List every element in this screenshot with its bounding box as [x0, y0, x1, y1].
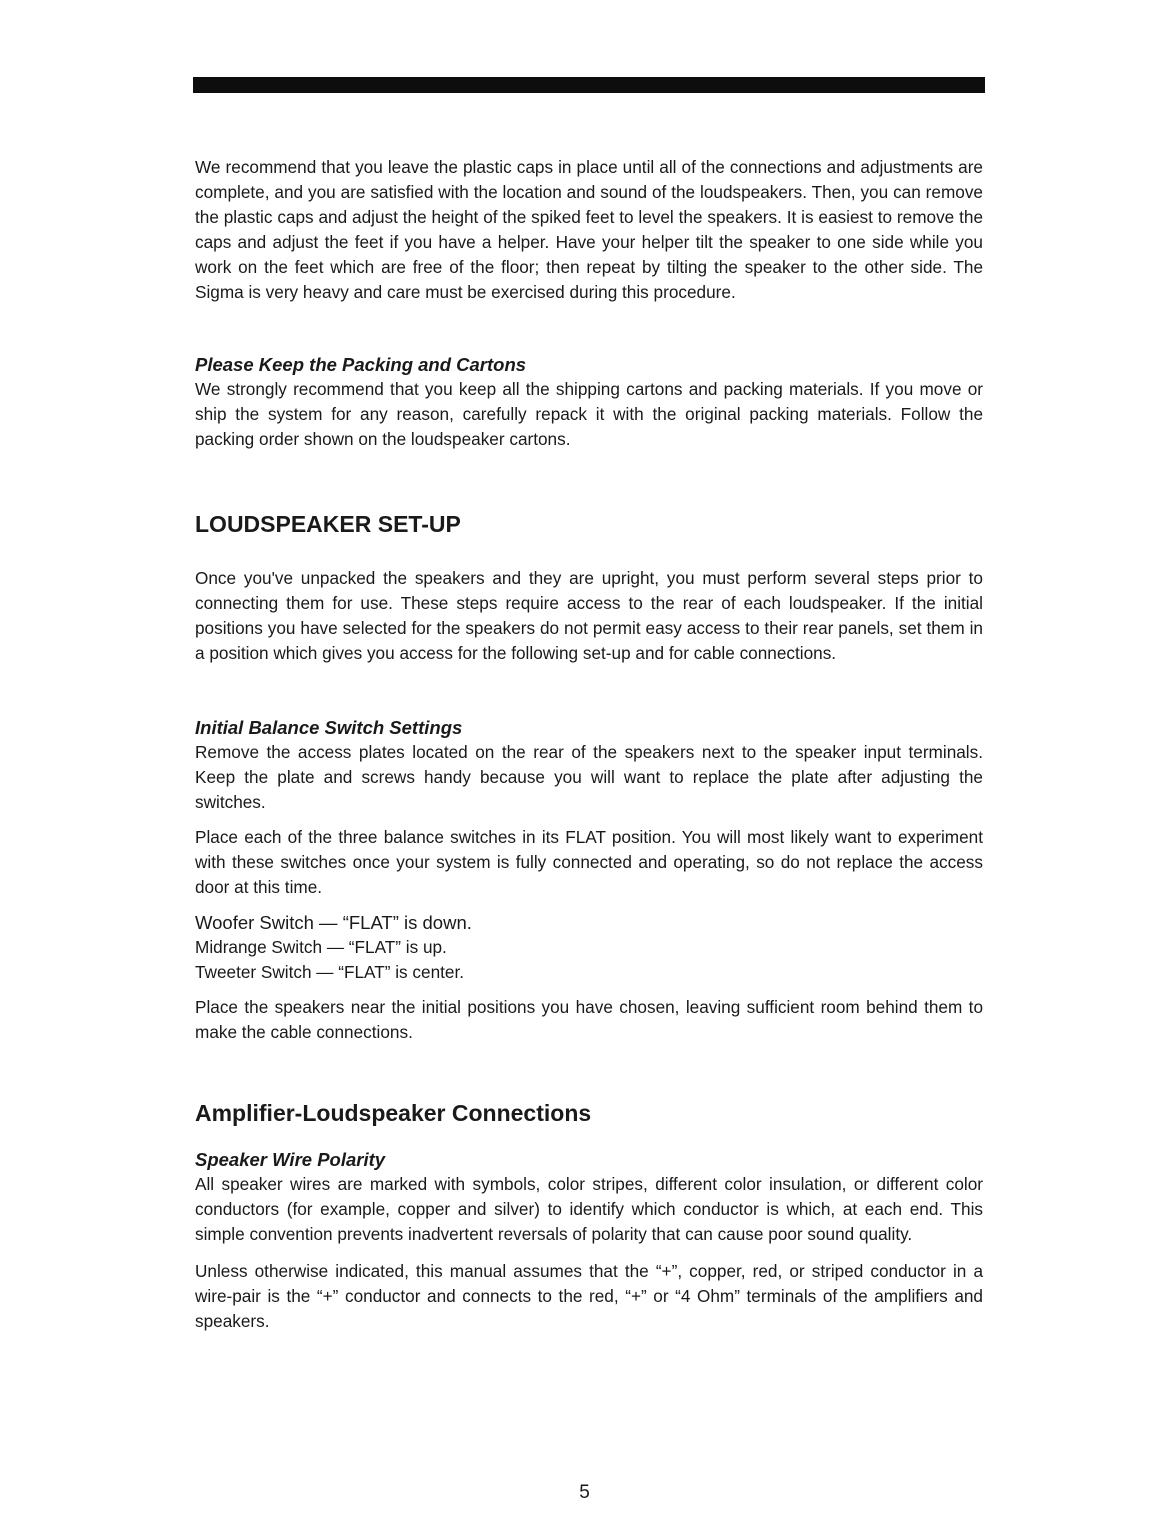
connections-section — [195, 1099, 983, 1334]
intro-paragraph: We recommend that you leave the plastic caps in place until all of the connections and adjustments are complete, and you are satisfied with the location and sound of the loudspeakers. Then, you can remove the plastic caps and adjust the height of the spiked feet to level the speakers. It is easiest to remove the caps and adjust the feet if you have a helper. Have your helper tilt the speaker to one side while you work on the feet which are free of the floor; then repeat by tilting the speaker to the other side. The Sigma is very heavy and care must be exercised during this procedure. — [195, 157, 983, 302]
packing-heading: Please Keep the Packing and Cartons — [195, 354, 527, 375]
polarity-p2: Unless otherwise indicated, this manual assumes that the “+”, copper, red, or striped conductor in a wire-pair is the “+” conductor and connects to the red, “+” or “4 Ohm” terminals of the amplifiers and speakers. — [195, 1261, 983, 1331]
balance-p2: Place each of the three balance switches in its FLAT position. You will most likely want to experiment with these switches once your system is fully connected and operating, so do not replace the access door at this time. — [195, 827, 983, 897]
balance-heading: Initial Balance Switch Settings — [195, 717, 463, 738]
setup-section — [195, 510, 983, 666]
balance-section — [195, 715, 983, 1045]
page-number: 5 — [579, 1482, 590, 1503]
balance-p3: Place the speakers near the initial positions you have chosen, leaving sufficient room behind them to make the cable connections. — [195, 997, 983, 1042]
packing-section — [195, 352, 983, 452]
setup-text: Once you've unpacked the speakers and they are upright, you must perform several steps prior to connecting them for use. These steps require access to the rear of each loudspeaker. If the initial positions you have selected for the speakers do not permit easy access to their rear panels, set them in a position which gives you access for the following set-up and for cable connections. — [195, 568, 983, 663]
connections-heading: Amplifier-Loudspeaker Connections — [195, 1100, 592, 1126]
switch-list — [195, 910, 983, 985]
polarity-heading: Speaker Wire Polarity — [195, 1149, 386, 1170]
polarity-p1: All speaker wires are marked with symbols, color stripes, different color insulation, or different color conductors (for example, copper and silver) to identify which conductor is which, at each end. This simple convention prevents inadvertent reversals of polarity that can cause poor sound quality. — [195, 1174, 983, 1244]
switch-tweeter: Tweeter Switch — “FLAT” is center. — [195, 962, 465, 982]
balance-p1: Remove the access plates located on the rear of the speakers next to the speaker input terminals. Keep the plate and screws handy because you will want to replace the plate after adjusting the switches. — [195, 742, 983, 812]
header-rule — [193, 77, 985, 93]
setup-heading: LOUDSPEAKER SET-UP — [195, 511, 461, 537]
switch-midrange: Midrange Switch — “FLAT” is up. — [195, 937, 447, 957]
intro-section — [195, 155, 983, 305]
packing-text: We strongly recommend that you keep all the shipping cartons and packing materials. If you move or ship the system for any reason, carefully repack it with the original packing materials. Follow the packing order shown on the loudspeaker cartons. — [195, 379, 983, 449]
switch-woofer: Woofer Switch — “FLAT” is down. — [195, 912, 472, 933]
